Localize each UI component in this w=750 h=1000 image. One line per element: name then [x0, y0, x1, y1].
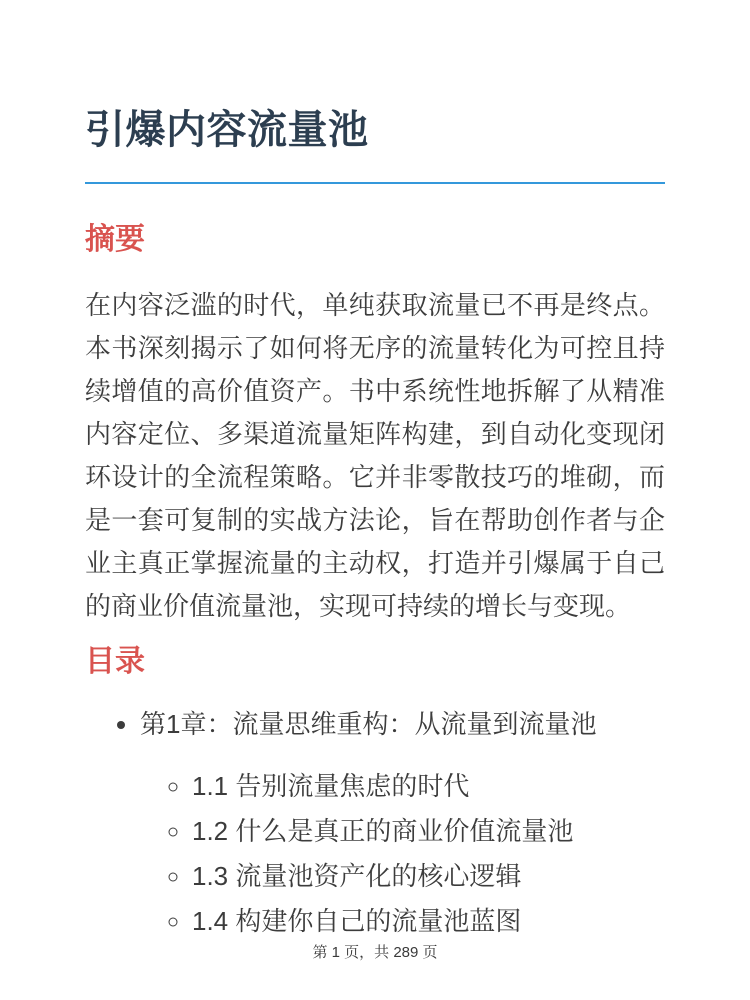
toc-section-item [192, 815, 665, 847]
toc-chapter-item [140, 708, 665, 937]
toc-section-item [192, 905, 665, 937]
toc-section-label: 1.2 什么是真正的商业价值流量池 [192, 816, 574, 846]
toc-section-label: 1.4 构建你自己的流量池蓝图 [192, 906, 522, 936]
toc-section-list [140, 770, 665, 937]
toc-section-label: 1.1 告别流量焦虑的时代 [192, 771, 470, 801]
summary-heading: 摘要 [85, 223, 145, 256]
page-title: 引爆内容流量池 [85, 108, 369, 152]
toc-section-label: 1.3 流量池资产化的核心逻辑 [192, 861, 522, 891]
toc-list [85, 708, 665, 937]
summary-paragraph: 在内容泛滥的时代，单纯获取流量已不再是终点。本书深刻揭示了如何将无序的流量转化为可控且持续增值的高价值资产。书中系统性地拆解了从精准内容定位、多渠道流量矩阵构建，到自动化变现闭环设计的全流程策略。它并非零散技巧的堆砌，而是一套可复制的实战方法论，旨在帮助创作者与企业主真正掌握流量的主动权，打造并引爆属于自己的商业价值流量池，实现可持续的增长与变现。 [85, 290, 665, 621]
toc-section-item [192, 770, 665, 802]
title-divider [85, 182, 665, 184]
toc-section-item [192, 860, 665, 892]
toc-heading: 目录 [85, 645, 145, 678]
toc-chapter-label: 第1章：流量思维重构：从流量到流量池 [140, 709, 597, 739]
page-number: 第 1 页，共 289 页 [312, 944, 438, 961]
